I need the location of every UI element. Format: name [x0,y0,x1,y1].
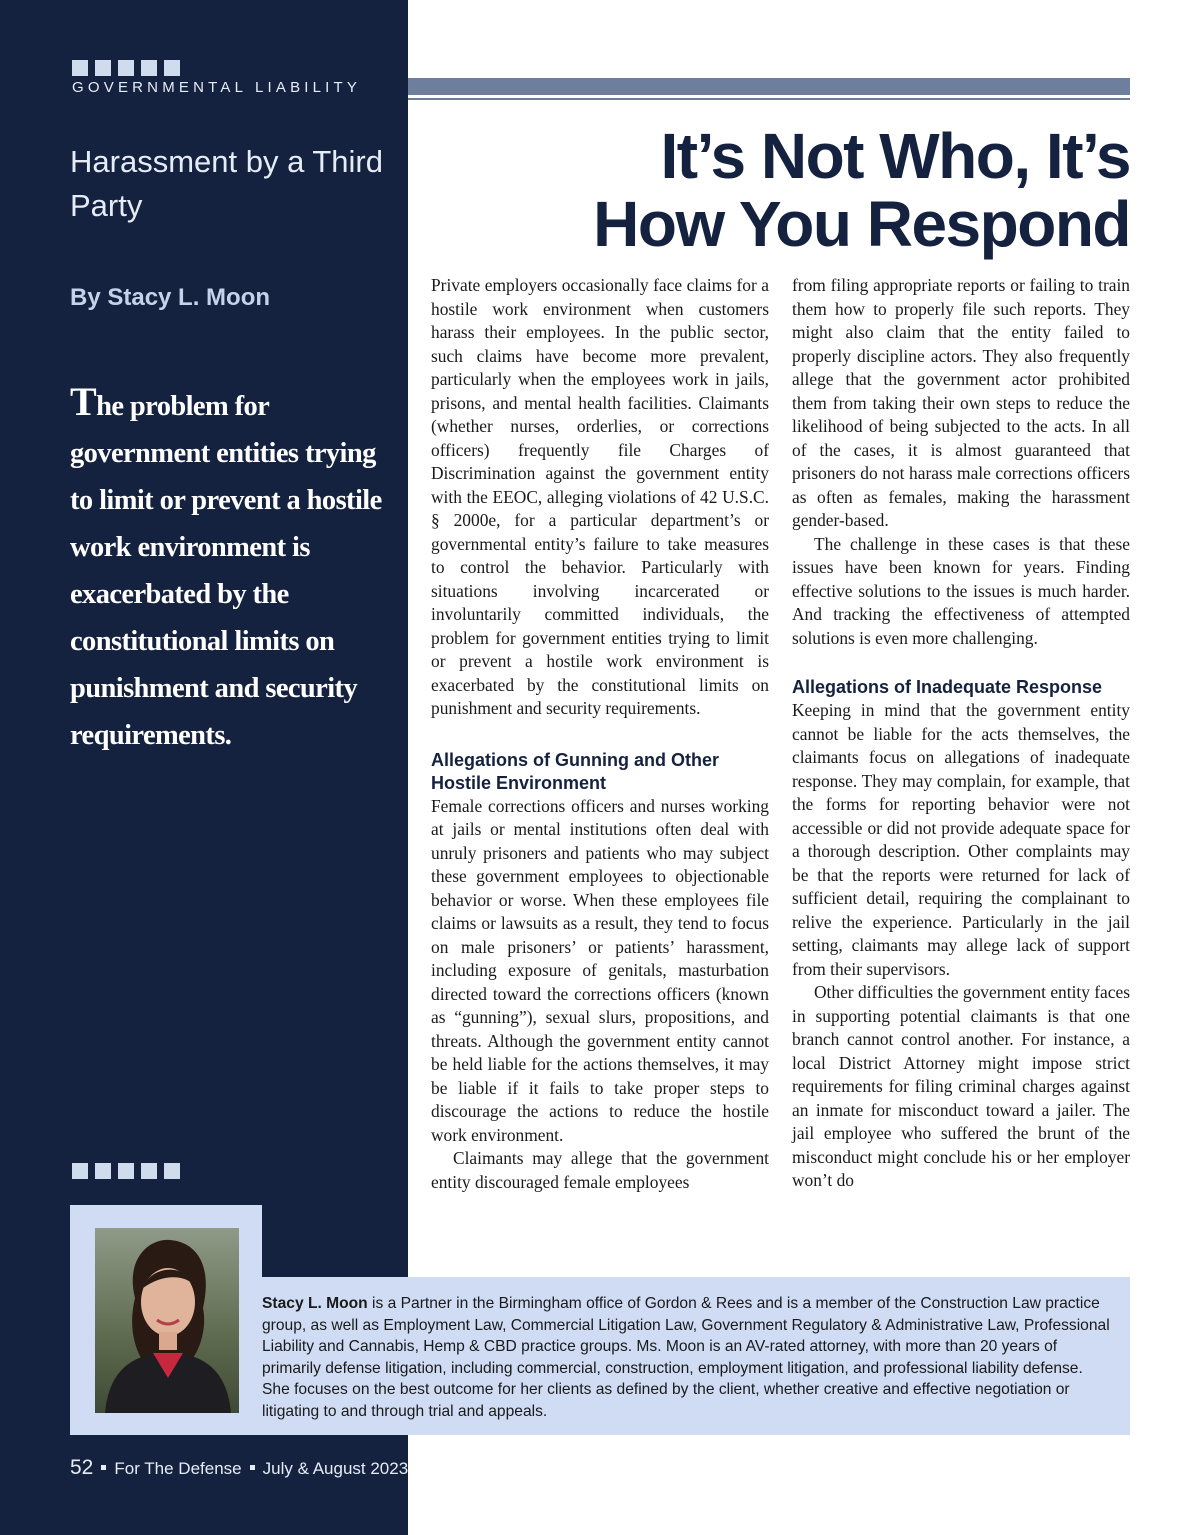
publication-name: For The Defense [114,1459,242,1478]
article-title [593,122,1130,258]
author-photo [95,1228,239,1413]
header-rule-line [408,98,1130,100]
author-bio-text [262,1293,1114,1422]
article-subtitle: Harassment by a Third Party [70,144,383,223]
title-line-2: How You Respond [593,188,1130,260]
decorative-squares-bottom [72,1163,180,1179]
column2-paragraph-1: from filing appropriate reports or failing to train them how to properly file such reports. They might also claim that the entity failed to properly discipline actors. They also frequently allege that the government actor prohibited them from taking their own steps to reduce the likelihood of being subjected to the acts. In all of the cases, it is almost guaranteed that prisoners do not harass male corrections officers as often as females, making the harassment gender-based. [792,275,1130,530]
column2-paragraph-2: The challenge in these cases is that these issues have been known for years. Finding effective solutions to the issues is much harder. And tracking the effectiveness of attempted solutions is even more challenging. [792,533,1130,648]
header-rule-bar [408,78,1130,95]
pull-quote-text: he problem for government entities trying to limit or prevent a hostile work environment is exacerbated by the constitutional limits on punishment and security requirements. [70,391,382,751]
column1-paragraph-2: Female corrections officers and nurses working at jails or mental institutions often deal with unruly prisoners and patients who may subject these government employees to objectionable behavior or worse. When these employees file claims or lawsuits as a result, they tend to focus on male prisoners’ or patients’ harassment, including exposure of genitals, masturbation directed toward the corrections officers (known as “gunning”), sexual slurs, propositions, and threats. Although the government entity cannot be held liable for the actions themselves, it may be liable if it fails to take proper steps to discourage the actions to reduce the hostile work environment. [431,795,769,1145]
column2-paragraph-4: Other difficulties the government entity faces in supporting potential claimants is that one branch cannot control another. For instance, a local District Attorney might impose strict requirements for filing criminal charges against an inmate for misconduct toward a jailer. The jail employee who suffered the brunt of the misconduct might conclude his or her employer won’t do [792,982,1130,1190]
title-line-1: It’s Not Who, It’s [660,120,1130,192]
footer-separator-1 [101,1465,106,1470]
column1-heading: Allegations of Gunning and Other Hostile Environment [431,749,719,793]
decorative-squares-top [72,60,180,76]
section-label: GOVERNMENTAL LIABILITY [72,78,408,98]
column1-paragraph-3: Claimants may allege that the government entity discouraged female employees [431,1148,769,1192]
bio-description: is a Partner in the Birmingham office of Gordon & Rees and is a member of the Construction Law practice group, as well as Employment Law, Commercial Litigation Law, Government Regulatory & Administrative Law, Professional Liability and Cannabis, Hemp & CBD practice groups. Ms. Moon is an AV-rated attorney, with more than 20 years of primarily defense litigation, including commercial, construction, employment litigation, and professional liability defense. She focuses on the best outcome for her clients as defined by the client, whether creative and effective negotiation or litigating to and through trial and appeals. [262,1295,1110,1420]
page-number: 52 [70,1456,94,1479]
author-portrait-icon [95,1228,239,1413]
pull-quote [70,378,404,759]
article-column-2 [792,274,1130,1193]
article-column-1 [431,274,769,1194]
pull-quote-dropcap: T [70,379,97,424]
column2-paragraph-3: Keeping in mind that the government entity cannot be liable for the acts themselves, the claimants focus on allegations of inadequate response. They may complain, for example, that the forms for reporting behavior were not accessible or did not provide adequate space for a thorough description. Other complaints may be that the reports were returned for lack of sufficient detail, requiring the complainant to relive the experience. Particularly in the jail setting, claimants may allege lack of support from their supervisors. [792,700,1130,979]
footer-separator-2 [250,1465,255,1470]
author-byline: By Stacy L. Moon [70,284,271,311]
issue-date: July & August 2023 [262,1459,409,1478]
column1-paragraph-1: Private employers occasionally face claims for a hostile work environment when customers harass their employees. In the public sector, such claims have become more prevalent, particularly when the employees work in jails, prisons, and mental health facilities. Claimants (whether nurses, orderlies, or corrections officers) frequently file Charges of Discrimination against the government entity with the EEOC, alleging violations of 42 U.S.C. § 2000e, for a particular department’s or governmental entity’s failure to take measures to control the behavior. Particularly with situations involving incarcerated or involuntarily committed individuals, the problem for government entities trying to limit or prevent a hostile work environment is exacerbated by the constitutional limits on punishment and security requirements. [431,275,769,718]
bio-author-name: Stacy L. Moon [262,1295,368,1312]
page-footer [70,1456,408,1480]
column2-heading: Allegations of Inadequate Response [792,677,1103,697]
